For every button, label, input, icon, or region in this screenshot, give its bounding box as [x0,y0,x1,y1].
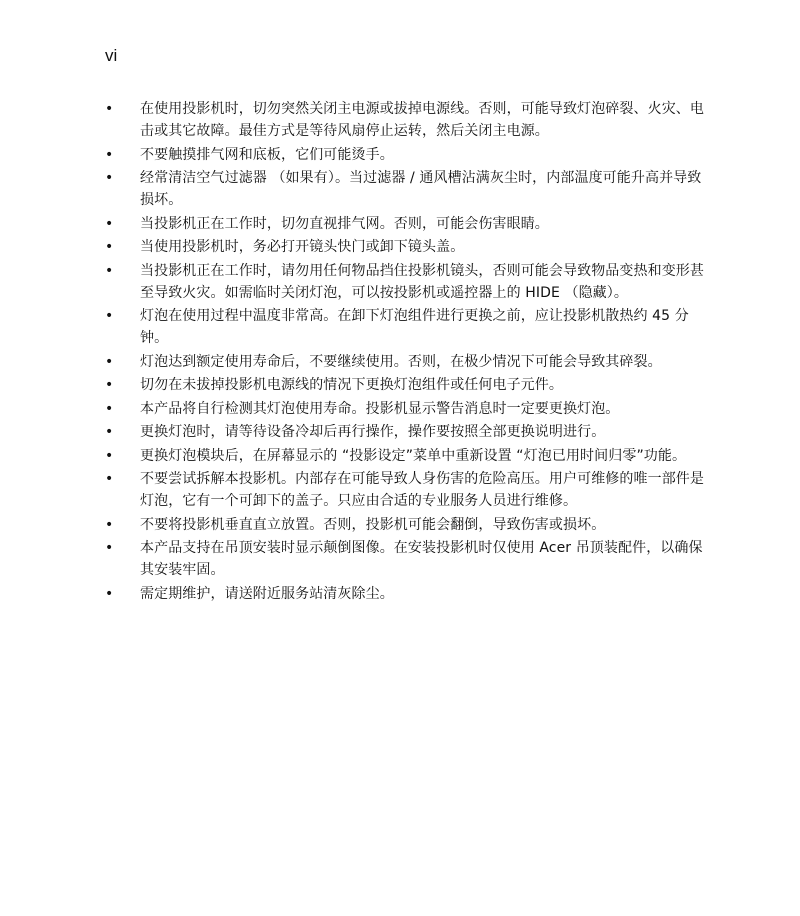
list-item [105,537,705,581]
bullet-icon: • [105,146,114,163]
list-item [105,260,705,304]
bullet-icon: • [105,377,114,393]
bullet-icon: • [105,447,114,464]
bullet-text: 当投影机正在工作时，切勿直视排气网。否则，可能会伤害眼睛。 [140,215,549,232]
bullet-text: 更换灯泡模块后，在屏幕显示的 “投影设定”菜单中重新设置 “灯泡已用时间归零”功能。 [140,447,687,464]
bullet-text: 不要将投影机垂直直立放置。否则，投影机可能会翻倒，导致伤害或损坏。 [140,516,606,533]
bullet-icon: • [105,308,114,324]
safety-bullet-list [105,98,705,606]
list-item [105,98,705,142]
bullet-text: 在使用投影机时，切勿突然关闭主电源或拔掉电源线。否则，可能导致灯泡碎裂、火灾、电击或其它故障。最佳方式是等待风扇停止运转，然后关闭主电源。 [140,101,704,139]
bullet-text: 需定期维护，请送附近服务站清灰除尘。 [140,585,394,602]
list-item [105,583,705,605]
bullet-text: 当投影机正在工作时，请勿用任何物品挡住投影机镜头，否则可能会导致物品变热和变形甚至导致火灾。如需临时关闭灯泡，可以按投影机或遥控器上的 HIDE （隐藏）。 [140,262,704,301]
bullet-icon: • [105,215,114,232]
list-item [105,236,705,258]
bullet-text: 不要尝试拆解本投影机。内部存在可能导致人身伤害的危险高压。用户可维修的唯一部件是灯泡，它有一个可卸下的盖子。只应由合适的专业服务人员进行维修。 [140,471,704,509]
list-item [105,351,705,373]
bullet-text: 本产品支持在吊顶安装时显示颠倒图像。在安装投影机时仅使用 Acer 吊顶装配件，以确保其安装牢固。 [140,540,703,578]
list-item [105,305,705,349]
bullet-icon: • [105,424,114,440]
list-item [105,421,705,443]
bullet-icon: • [105,540,114,556]
bullet-text: 灯泡在使用过程中温度非常高。在卸下灯泡组件进行更换之前，应让投影机散热约 45 分钟。 [140,308,689,346]
bullet-text: 不要触摸排气网和底板，它们可能烫手。 [140,146,394,163]
bullet-text: 更换灯泡时，请等待设备冷却后再行操作，操作要按照全部更换说明进行。 [140,424,606,440]
bullet-text: 本产品将自行检测其灯泡使用寿命。投影机显示警告消息时一定要更换灯泡。 [140,400,620,417]
bullet-icon: • [105,353,114,370]
list-item [105,514,705,536]
list-item [105,213,705,235]
bullet-icon: • [105,471,114,487]
bullet-icon: • [105,400,114,417]
bullet-icon: • [105,239,114,255]
bullet-text: 切勿在未拔掉投影机电源线的情况下更换灯泡组件或任何电子元件。 [140,377,563,393]
list-item [105,374,705,396]
list-item [105,445,705,467]
bullet-icon: • [105,170,114,186]
bullet-text: 经常清洁空气过滤器 （如果有）。当过滤器 / 通风槽沾满灰尘时，内部温度可能升高并导致损坏。 [140,170,702,208]
list-item [105,468,705,512]
bullet-icon: • [105,516,114,533]
bullet-text: 当使用投影机时，务必打开镜头快门或卸下镜头盖。 [140,239,465,255]
bullet-icon: • [105,101,114,117]
list-item [105,167,705,211]
page-number: vi [105,46,118,65]
list-item [105,144,705,166]
bullet-icon: • [105,262,114,279]
bullet-text: 灯泡达到额定使用寿命后，不要继续使用。否则，在极少情况下可能会导致其碎裂。 [140,353,662,370]
list-item [105,398,705,420]
bullet-icon: • [105,585,114,602]
